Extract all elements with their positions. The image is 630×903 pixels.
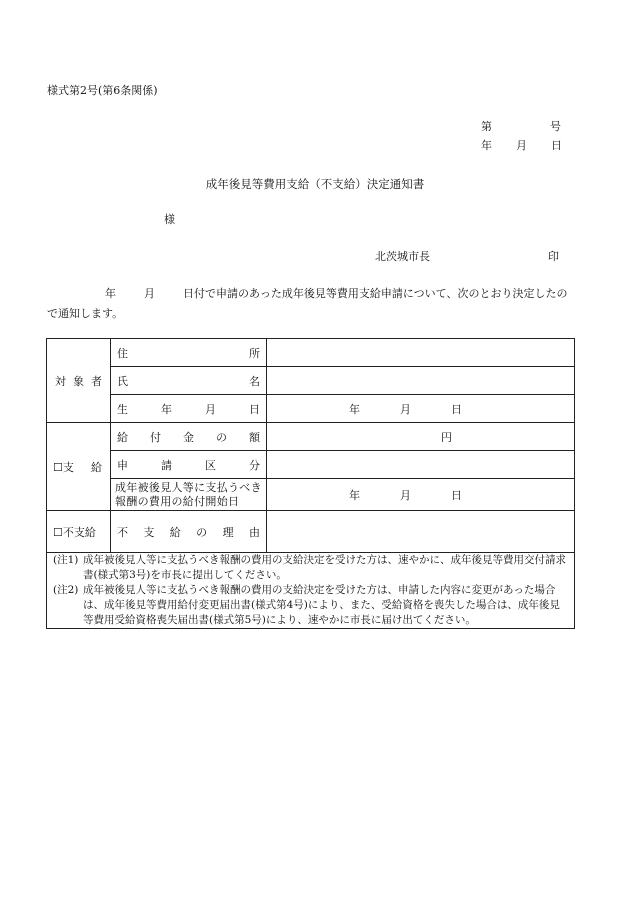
decision-table	[46, 338, 575, 629]
table-row	[47, 511, 575, 553]
name-field[interactable]	[267, 367, 575, 395]
amount-label: 給 付 金 の 額	[111, 423, 267, 451]
subject-label-cell: 対 象 者	[47, 339, 111, 423]
table-row	[47, 339, 575, 367]
addressee-suffix: 様	[164, 213, 175, 226]
start-date-field[interactable]: 年 月 日	[267, 479, 575, 511]
table-row	[47, 479, 575, 511]
seal-mark: 印	[548, 250, 559, 263]
amount-field[interactable]: 円	[267, 423, 575, 451]
start-date-label: 成年被後見人等に支払うべき報酬の費用の給付開始日	[111, 479, 267, 511]
birthdate-field[interactable]: 年 月 日	[267, 395, 575, 423]
table-row	[47, 367, 575, 395]
category-label: 申 請 区 分	[111, 451, 267, 479]
nongrant-label-cell: ☐不支給	[47, 511, 111, 553]
document-number-line: 第 号	[481, 120, 561, 133]
table-row	[47, 395, 575, 423]
note-1: (注1) 成年被後見人等に支払うべき報酬の費用の支給決定を受けた方は、速やかに、成年後見等費用交付請求書(様式第3号)を市長に提出してください。	[53, 554, 566, 581]
birthdate-label: 生 年 月 日	[111, 395, 267, 423]
nongrant-checkbox[interactable]: ☐	[53, 525, 63, 539]
grant-label-cell: ☐支 給	[47, 423, 111, 511]
notes-cell	[47, 553, 575, 629]
notes-row	[47, 553, 575, 629]
name-label: 氏 名	[111, 367, 267, 395]
reason-label: 不 支 給 の 理 由	[111, 511, 267, 553]
issue-date-line: 年 月 日	[481, 139, 562, 152]
table-row	[47, 423, 575, 451]
intro-paragraph: 年 月 日付で申請のあった成年後見等費用支給申請について、次のとおり決定したので通知します。	[47, 287, 568, 320]
reason-field[interactable]	[267, 511, 575, 553]
table-row	[47, 451, 575, 479]
address-field[interactable]	[267, 339, 575, 367]
category-field[interactable]	[267, 451, 575, 479]
document-title: 成年後見等費用支給（不支給）決定通知書	[205, 177, 425, 191]
issuer-name: 北茨城市長	[375, 250, 430, 263]
note-2: (注2) 成年被後見人等に支払うべき報酬の費用の支給決定を受けた方は、申請した内容に変更があった場合は、成年後見等費用給付変更届出書(様式第4号)により、また、受給資格を喪失した場合は、成年後見等費用受給資格喪失届出書(様式第5号)により、速やかに市長に届け出てください。	[53, 584, 560, 626]
form-number: 様式第2号(第6条関係)	[47, 84, 158, 97]
address-label: 住 所	[111, 339, 267, 367]
grant-checkbox[interactable]: ☐	[53, 460, 63, 474]
